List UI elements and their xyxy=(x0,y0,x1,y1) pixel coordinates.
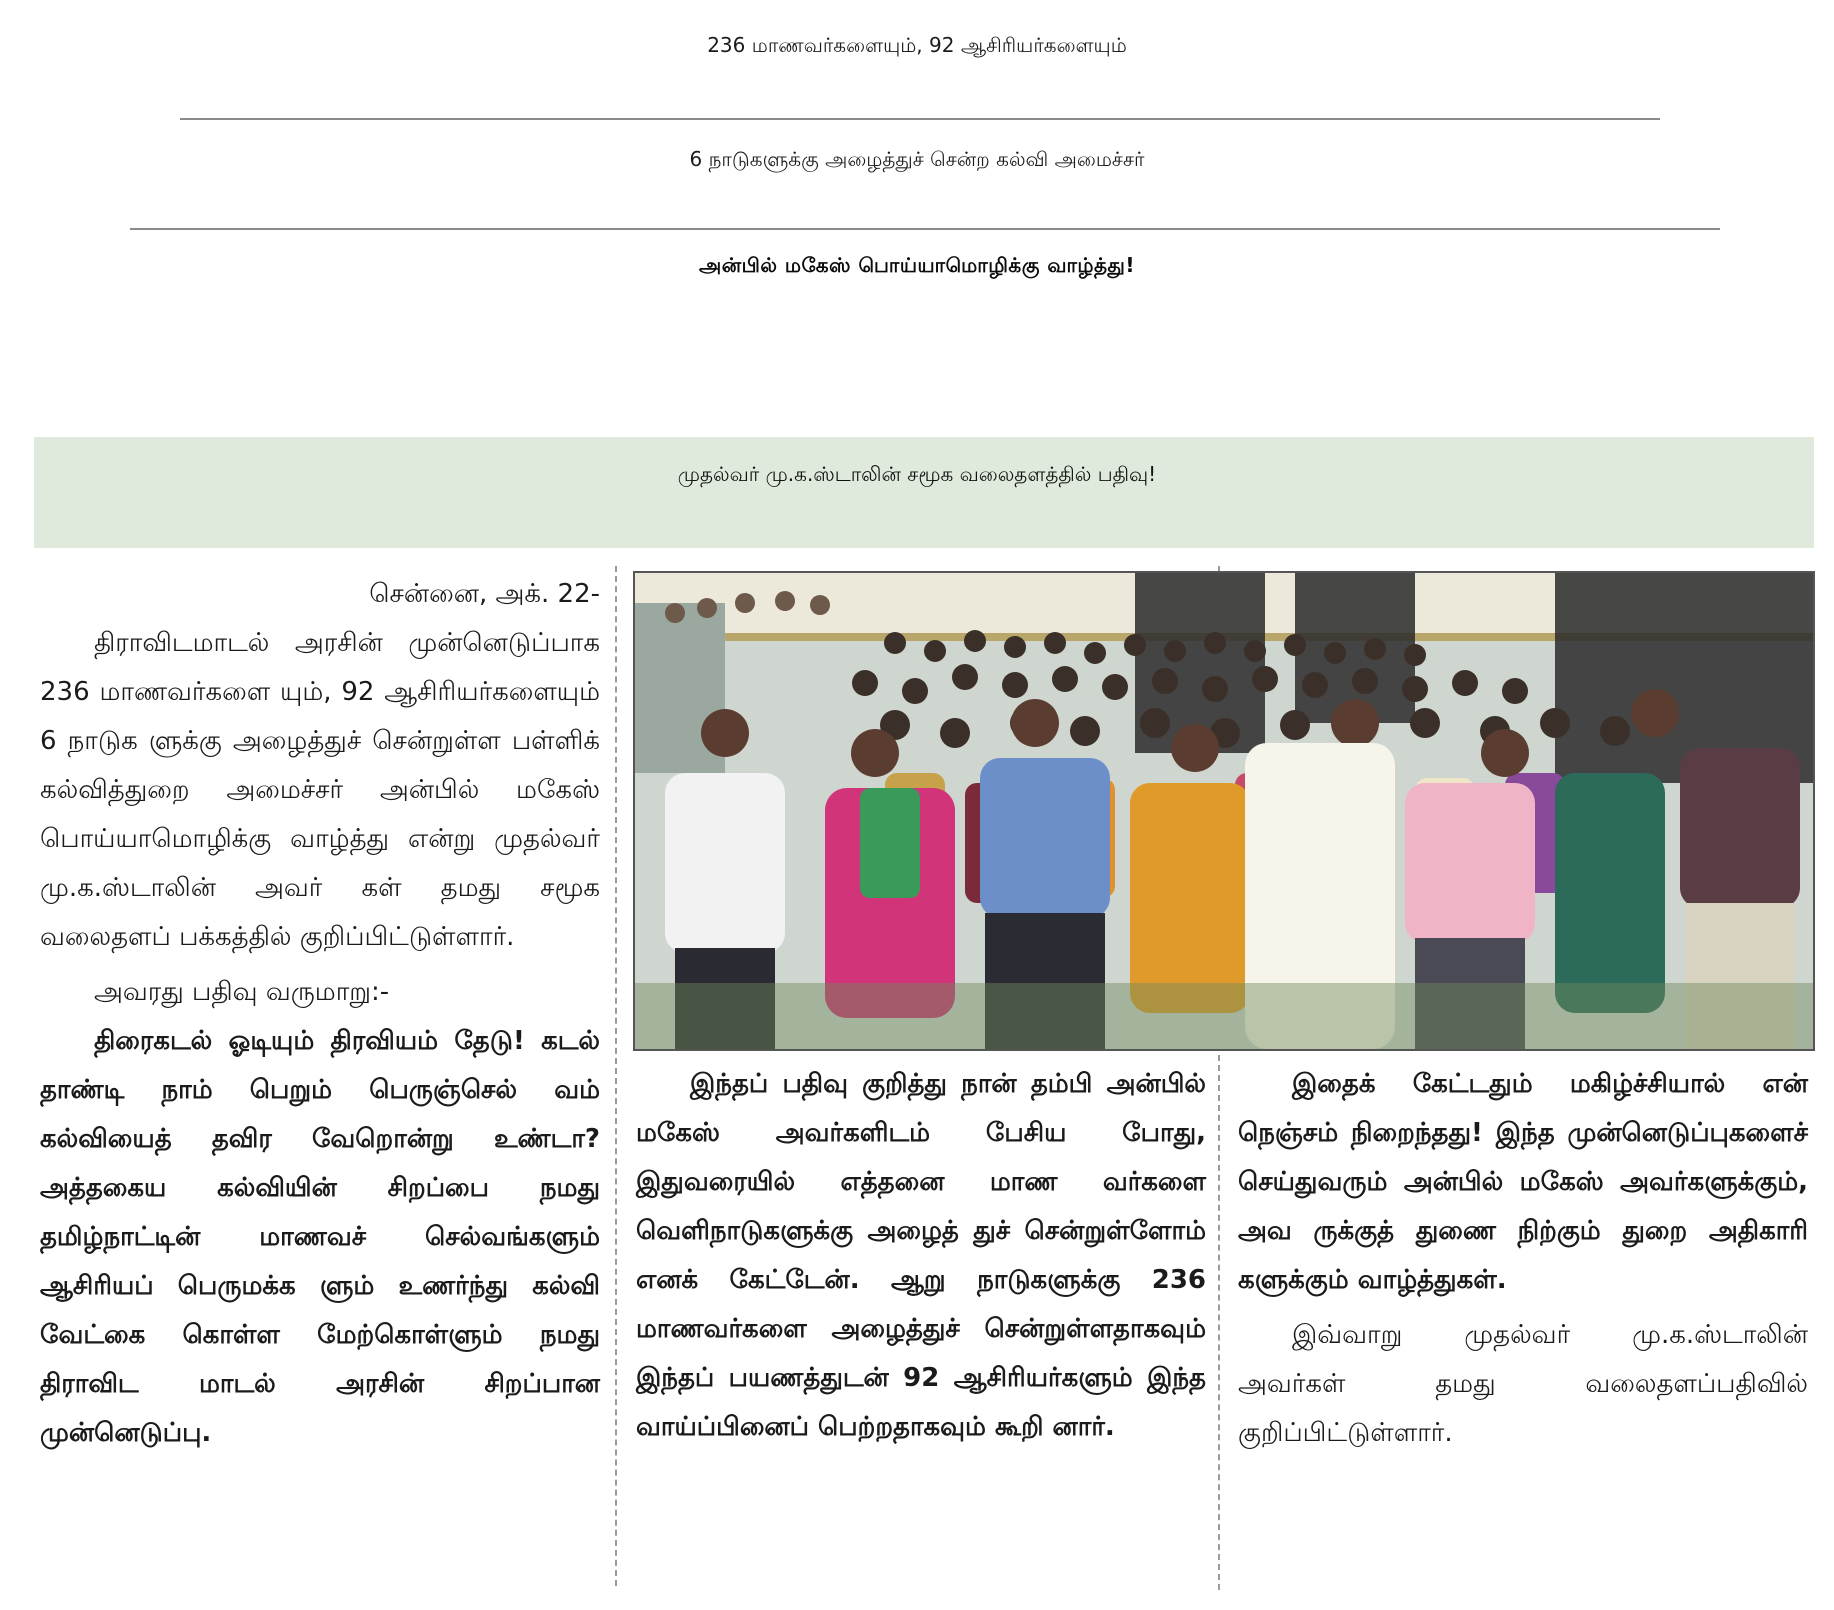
column-2-paragraph: இந்தப் பதிவு குறித்து நான் தம்பி அன்பில் மகேஸ் அவர்களிடம் பேசிய போது, இதுவரையில் எத்தனை மாண வர்களை வெளிநாடுகளுக்கு அழைத் துச் சென்றுள்ளோம் எனக் கேட்டேன். ஆறு நாடுகளுக்கு 236 மாணவர்களை அழைத்துச் சென்றுள்ளதாகவும் இந்தப் பயணத்துடன் 92 ஆசிரியர்களும் இந்த வாய்ப்பினைப் பெற்றதாகவும் கூறி னார். xyxy=(636,1069,1206,1442)
headline: அன்பில் மகேஸ் பொய்யாமொழிக்கு வாழ்த்து! xyxy=(699,253,1135,277)
article-column-3 xyxy=(1238,1060,1808,1458)
group-photo xyxy=(633,571,1815,1051)
intro-paragraph: திராவிடமாடல் அரசின் முன்னெடுப்பாக 236 மாணவர்களை யும், 92 ஆசிரியர்களையும் 6 நாடுக ளுக்கு அழைத்துச் சென்றுள்ள பள்ளிக் கல்வித்துறை அமைச்சர் அன்பில் மகேஸ் பொய்யாமொழிக்கு வாழ்த்து என்று முதல்வர் மு.க.ஸ்டாலின் அவர் கள் தமது சமூக வலைதளப் பக்கத்தில் குறிப்பிட்டுள்ளார். xyxy=(40,628,600,952)
kicker-rule-2 xyxy=(130,228,1720,230)
kicker-line-1: 236 மாணவர்களையும், 92 ஆசிரியர்களையும் xyxy=(707,33,1127,57)
dateline: சென்னை, அக். 22- xyxy=(369,579,600,609)
kicker-rule-1 xyxy=(180,118,1660,120)
lead-in-paragraph: அவரது பதிவு வருமாறு:- xyxy=(94,977,390,1007)
article-column-1 xyxy=(40,570,600,1458)
subheadline-band xyxy=(34,437,1814,548)
article-column-2 xyxy=(636,1060,1206,1452)
subheadline: முதல்வர் மு.க.ஸ்டாலின் சமூக வலைதளத்தில் பதிவு! xyxy=(677,462,1157,486)
closing-paragraph: இவ்வாறு முதல்வர் மு.க.ஸ்டாலின் அவர்கள் தமது வலைதளப்பதிவில் குறிப்பிட்டுள்ளார். xyxy=(1238,1320,1808,1448)
kicker-line-2: 6 நாடுகளுக்கு அழைத்துச் சென்ற கல்வி அமைச்சர் xyxy=(689,147,1145,171)
column-divider-1 xyxy=(615,566,617,1586)
quote-paragraph: திரைகடல் ஓடியும் திரவியம் தேடு! கடல் தாண்டி நாம் பெறும் பெருஞ்செல் வம் கல்வியைத் தவிர வேறொன்று உண்டா? அத்தகைய கல்வியின் சிறப்பை நமது தமிழ்நாட்டின் மாணவச் செல்வங்களும் ஆசிரியப் பெருமக்க ளும் உணர்ந்து கல்வி வேட்கை கொள்ள மேற்கொள்ளும் நமது திராவிட மாடல் அரசின் சிறப்பான முன்னெடுப்பு. xyxy=(40,1026,600,1448)
column-3-paragraph: இதைக் கேட்டதும் மகிழ்ச்சியால் என் நெஞ்சம் நிறைந்தது! இந்த முன்னெடுப்புகளைச் செய்துவரும் அன்பில் மகேஸ் அவர்களுக்கும், அவ ருக்குத் துணை நிற்கும் துறை அதிகாரி களுக்கும் வாழ்த்துகள். xyxy=(1238,1069,1808,1295)
